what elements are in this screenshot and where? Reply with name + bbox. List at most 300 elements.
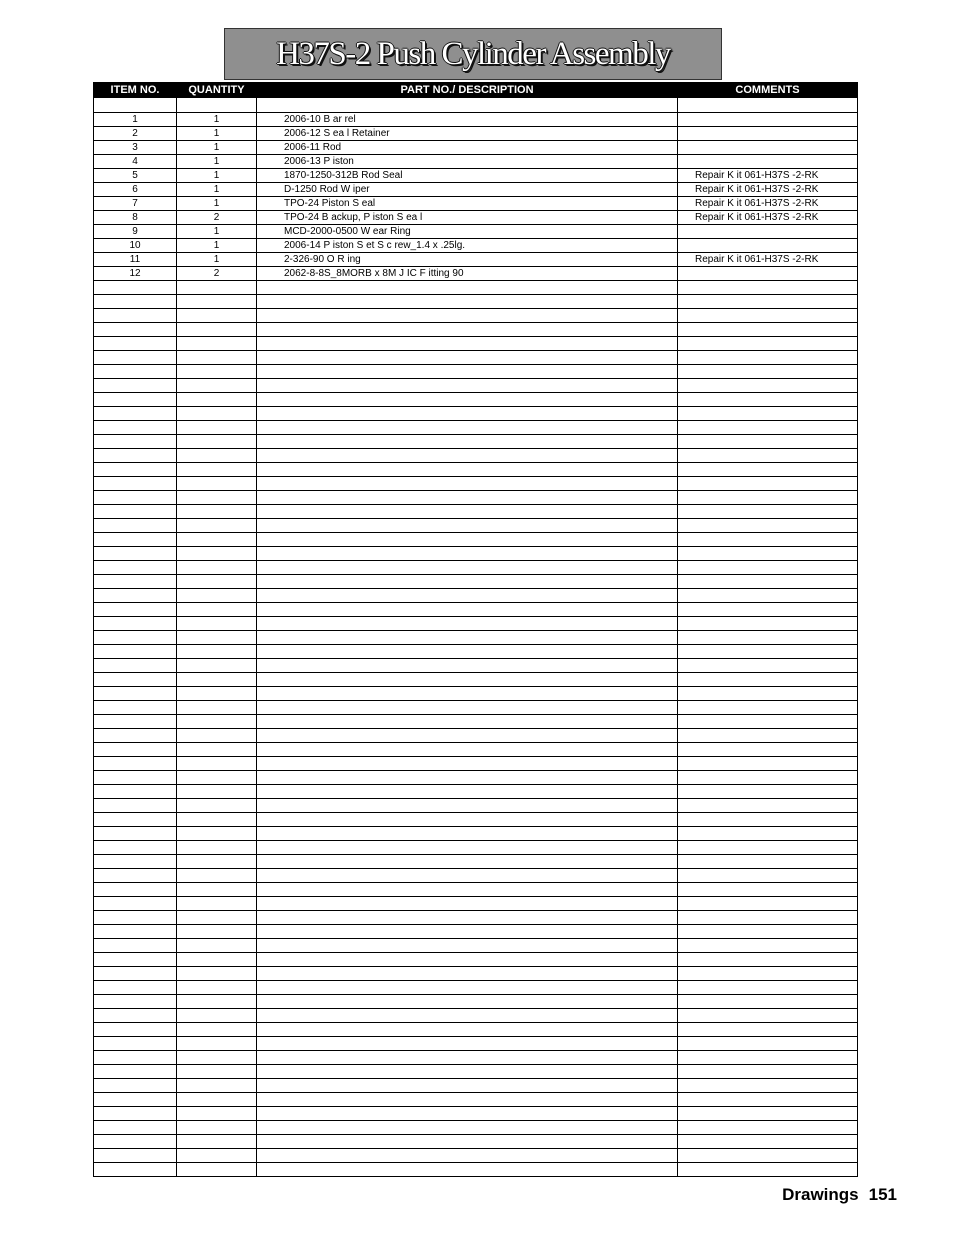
item-no-cell: [94, 1093, 177, 1107]
description-cell: [257, 449, 678, 463]
description-cell: [257, 911, 678, 925]
description-cell: [257, 295, 678, 309]
quantity-cell: [177, 1037, 257, 1051]
description-cell: 2006-11 Rod: [257, 141, 678, 155]
comment-cell: Repair K it 061-H37S -2-RK: [678, 169, 858, 183]
description-cell: [257, 995, 678, 1009]
item-no-cell: [94, 603, 177, 617]
quantity-cell: [177, 1093, 257, 1107]
description-cell: [257, 617, 678, 631]
table-empty-row: [94, 883, 858, 897]
comment-cell: [678, 1051, 858, 1065]
item-no-cell: [94, 645, 177, 659]
table-empty-row: [94, 309, 858, 323]
quantity-cell: 1: [177, 127, 257, 141]
comment-cell: Repair K it 061-H37S -2-RK: [678, 197, 858, 211]
item-no-cell: [94, 477, 177, 491]
comment-cell: [678, 1009, 858, 1023]
item-no-cell: [94, 1135, 177, 1149]
description-cell: [257, 841, 678, 855]
description-cell: [257, 1107, 678, 1121]
item-no-cell: [94, 337, 177, 351]
quantity-cell: [177, 813, 257, 827]
item-no-cell: [94, 883, 177, 897]
item-no-cell: [94, 925, 177, 939]
item-no-cell: [94, 323, 177, 337]
quantity-cell: [177, 519, 257, 533]
comment-cell: [678, 981, 858, 995]
comment-cell: [678, 799, 858, 813]
comment-cell: [678, 575, 858, 589]
item-no-cell: [94, 491, 177, 505]
description-cell: 2-326-90 O R ing: [257, 253, 678, 267]
quantity-cell: [177, 1051, 257, 1065]
comment-cell: [678, 1023, 858, 1037]
comment-cell: [678, 785, 858, 799]
comment-cell: [678, 1093, 858, 1107]
description-cell: [257, 365, 678, 379]
description-cell: [257, 98, 678, 113]
table-empty-row: [94, 1023, 858, 1037]
table-empty-row: [94, 645, 858, 659]
description-cell: TPO-24 B ackup, P iston S ea l: [257, 211, 678, 225]
table-body: [94, 98, 858, 1177]
description-cell: MCD-2000-0500 W ear Ring: [257, 225, 678, 239]
table-empty-row: [94, 1009, 858, 1023]
item-no-cell: [94, 939, 177, 953]
table-empty-row: [94, 813, 858, 827]
quantity-cell: [177, 351, 257, 365]
quantity-cell: 1: [177, 155, 257, 169]
table-empty-row: [94, 393, 858, 407]
table-empty-row: [94, 1037, 858, 1051]
description-cell: [257, 519, 678, 533]
table-empty-row: [94, 561, 858, 575]
quantity-cell: [177, 869, 257, 883]
description-cell: [257, 533, 678, 547]
comment-cell: [678, 743, 858, 757]
quantity-cell: 1: [177, 225, 257, 239]
description-cell: [257, 659, 678, 673]
item-no-cell: [94, 1065, 177, 1079]
quantity-cell: [177, 1023, 257, 1037]
description-cell: 2006-10 B ar rel: [257, 113, 678, 127]
description-cell: [257, 981, 678, 995]
table-empty-row: [94, 869, 858, 883]
comment-cell: [678, 155, 858, 169]
description-cell: [257, 673, 678, 687]
item-no-cell: [94, 379, 177, 393]
table-spacer-row: [94, 98, 858, 113]
table-empty-row: [94, 1163, 858, 1177]
item-no-cell: 12: [94, 267, 177, 281]
quantity-cell: [177, 855, 257, 869]
quantity-cell: [177, 379, 257, 393]
quantity-cell: [177, 547, 257, 561]
quantity-cell: [177, 967, 257, 981]
description-cell: [257, 715, 678, 729]
item-no-cell: 6: [94, 183, 177, 197]
description-cell: [257, 827, 678, 841]
comment-cell: [678, 113, 858, 127]
description-cell: 2062-8-8S_8MORB x 8M J IC F itting 90: [257, 267, 678, 281]
table-empty-row: [94, 323, 858, 337]
item-no-cell: [94, 995, 177, 1009]
description-cell: [257, 925, 678, 939]
item-no-cell: [94, 617, 177, 631]
description-cell: [257, 603, 678, 617]
item-no-cell: [94, 911, 177, 925]
table-empty-row: [94, 673, 858, 687]
table-empty-row: [94, 953, 858, 967]
item-no-cell: 7: [94, 197, 177, 211]
item-no-cell: [94, 1163, 177, 1177]
table-empty-row: [94, 1093, 858, 1107]
table-row: [94, 211, 858, 225]
item-no-cell: [94, 351, 177, 365]
item-no-cell: [94, 1023, 177, 1037]
table-empty-row: [94, 505, 858, 519]
comment-cell: [678, 603, 858, 617]
comment-cell: [678, 337, 858, 351]
footer-section: Drawings: [782, 1185, 859, 1204]
table-row: [94, 239, 858, 253]
description-cell: [257, 813, 678, 827]
comment-cell: [678, 421, 858, 435]
table-header-row: [94, 82, 858, 98]
description-cell: [257, 589, 678, 603]
item-no-cell: [94, 953, 177, 967]
item-no-cell: [94, 897, 177, 911]
quantity-cell: [177, 477, 257, 491]
comment-cell: [678, 505, 858, 519]
item-no-cell: [94, 967, 177, 981]
table-empty-row: [94, 701, 858, 715]
comment-cell: [678, 1107, 858, 1121]
quantity-cell: [177, 281, 257, 295]
item-no-cell: [94, 813, 177, 827]
table-row: [94, 169, 858, 183]
item-no-cell: [94, 421, 177, 435]
table-empty-row: [94, 911, 858, 925]
comment-cell: [678, 1163, 858, 1177]
table-empty-row: [94, 1149, 858, 1163]
quantity-cell: [177, 785, 257, 799]
comment-cell: [678, 463, 858, 477]
description-cell: [257, 1009, 678, 1023]
table-empty-row: [94, 1065, 858, 1079]
comment-cell: [678, 141, 858, 155]
quantity-cell: [177, 421, 257, 435]
quantity-cell: [177, 463, 257, 477]
quantity-cell: [177, 743, 257, 757]
table-empty-row: [94, 729, 858, 743]
item-no-cell: [94, 743, 177, 757]
description-cell: [257, 505, 678, 519]
quantity-cell: [177, 505, 257, 519]
description-cell: [257, 1037, 678, 1051]
description-cell: [257, 883, 678, 897]
comment-cell: [678, 827, 858, 841]
description-cell: [257, 855, 678, 869]
item-no-cell: [94, 463, 177, 477]
item-no-cell: [94, 519, 177, 533]
comment-cell: [678, 533, 858, 547]
table-empty-row: [94, 477, 858, 491]
item-no-cell: [94, 309, 177, 323]
comment-cell: [678, 1121, 858, 1135]
table-row: [94, 225, 858, 239]
item-no-cell: [94, 589, 177, 603]
comment-cell: [678, 309, 858, 323]
item-no-cell: [94, 715, 177, 729]
comment-cell: [678, 127, 858, 141]
item-no-cell: [94, 281, 177, 295]
table-empty-row: [94, 491, 858, 505]
quantity-cell: [177, 729, 257, 743]
quantity-cell: [177, 1121, 257, 1135]
header-quantity: QUANTITY: [177, 82, 257, 98]
table-empty-row: [94, 785, 858, 799]
item-no-cell: [94, 631, 177, 645]
table-row: [94, 267, 858, 281]
item-no-cell: [94, 1149, 177, 1163]
table-empty-row: [94, 939, 858, 953]
table-row: [94, 113, 858, 127]
comment-cell: [678, 365, 858, 379]
description-cell: [257, 477, 678, 491]
item-no-cell: [94, 575, 177, 589]
table-empty-row: [94, 463, 858, 477]
description-cell: [257, 1051, 678, 1065]
quantity-cell: [177, 1163, 257, 1177]
description-cell: [257, 379, 678, 393]
table-empty-row: [94, 743, 858, 757]
description-cell: [257, 281, 678, 295]
comment-cell: [678, 407, 858, 421]
item-no-cell: [94, 799, 177, 813]
table-empty-row: [94, 659, 858, 673]
item-no-cell: [94, 785, 177, 799]
comment-cell: [678, 379, 858, 393]
description-cell: [257, 631, 678, 645]
comment-cell: [678, 239, 858, 253]
table-row: [94, 155, 858, 169]
description-cell: [257, 1121, 678, 1135]
comment-cell: [678, 1149, 858, 1163]
quantity-cell: [177, 449, 257, 463]
description-cell: [257, 463, 678, 477]
comment-cell: [678, 939, 858, 953]
item-no-cell: [94, 981, 177, 995]
comment-cell: [678, 547, 858, 561]
table-empty-row: [94, 407, 858, 421]
comment-cell: [678, 351, 858, 365]
description-cell: [257, 1065, 678, 1079]
quantity-cell: [177, 701, 257, 715]
quantity-cell: [177, 771, 257, 785]
description-cell: [257, 743, 678, 757]
quantity-cell: [177, 603, 257, 617]
item-no-cell: [94, 505, 177, 519]
quantity-cell: [177, 1065, 257, 1079]
quantity-cell: [177, 617, 257, 631]
comment-cell: [678, 267, 858, 281]
quantity-cell: [177, 799, 257, 813]
description-cell: [257, 729, 678, 743]
item-no-cell: [94, 407, 177, 421]
comment-cell: [678, 561, 858, 575]
description-cell: [257, 323, 678, 337]
item-no-cell: [94, 771, 177, 785]
quantity-cell: [177, 575, 257, 589]
comment-cell: Repair K it 061-H37S -2-RK: [678, 253, 858, 267]
description-cell: [257, 1149, 678, 1163]
item-no-cell: [94, 1009, 177, 1023]
item-no-cell: 10: [94, 239, 177, 253]
quantity-cell: [177, 1079, 257, 1093]
description-cell: [257, 435, 678, 449]
title-banner: [224, 28, 722, 80]
comment-cell: [678, 435, 858, 449]
quantity-cell: [177, 561, 257, 575]
table-empty-row: [94, 519, 858, 533]
comment-cell: [678, 393, 858, 407]
item-no-cell: [94, 841, 177, 855]
table-empty-row: [94, 799, 858, 813]
item-no-cell: [94, 98, 177, 113]
comment-cell: [678, 1135, 858, 1149]
comment-cell: [678, 841, 858, 855]
description-cell: [257, 967, 678, 981]
table-empty-row: [94, 967, 858, 981]
table-empty-row: [94, 827, 858, 841]
quantity-cell: [177, 1135, 257, 1149]
table-empty-row: [94, 337, 858, 351]
item-no-cell: [94, 869, 177, 883]
description-cell: [257, 1163, 678, 1177]
item-no-cell: [94, 1051, 177, 1065]
quantity-cell: [177, 925, 257, 939]
comment-cell: [678, 715, 858, 729]
comment-cell: [678, 323, 858, 337]
quantity-cell: [177, 337, 257, 351]
item-no-cell: 8: [94, 211, 177, 225]
description-cell: [257, 309, 678, 323]
description-cell: [257, 799, 678, 813]
comment-cell: [678, 519, 858, 533]
quantity-cell: [177, 491, 257, 505]
item-no-cell: 3: [94, 141, 177, 155]
comment-cell: [678, 1065, 858, 1079]
quantity-cell: [177, 939, 257, 953]
comment-cell: [678, 757, 858, 771]
table-empty-row: [94, 379, 858, 393]
quantity-cell: [177, 631, 257, 645]
comment-cell: [678, 869, 858, 883]
comment-cell: [678, 1079, 858, 1093]
description-cell: 2006-12 S ea l Retainer: [257, 127, 678, 141]
table-empty-row: [94, 631, 858, 645]
description-cell: [257, 393, 678, 407]
comment-cell: [678, 729, 858, 743]
quantity-cell: 2: [177, 211, 257, 225]
item-no-cell: 11: [94, 253, 177, 267]
quantity-cell: [177, 715, 257, 729]
quantity-cell: 2: [177, 267, 257, 281]
item-no-cell: [94, 757, 177, 771]
description-cell: [257, 1135, 678, 1149]
description-cell: TPO-24 Piston S eal: [257, 197, 678, 211]
description-cell: [257, 337, 678, 351]
parts-table: [93, 82, 858, 1177]
table-empty-row: [94, 547, 858, 561]
comment-cell: [678, 631, 858, 645]
table-empty-row: [94, 449, 858, 463]
table-empty-row: [94, 715, 858, 729]
comment-cell: [678, 659, 858, 673]
header-description: PART NO./ DESCRIPTION: [257, 82, 678, 98]
item-no-cell: [94, 295, 177, 309]
item-no-cell: 1: [94, 113, 177, 127]
quantity-cell: [177, 365, 257, 379]
description-cell: [257, 1079, 678, 1093]
description-cell: 1870-1250-312B Rod Seal: [257, 169, 678, 183]
item-no-cell: [94, 365, 177, 379]
quantity-cell: [177, 841, 257, 855]
item-no-cell: [94, 393, 177, 407]
item-no-cell: [94, 659, 177, 673]
table-empty-row: [94, 1135, 858, 1149]
quantity-cell: [177, 645, 257, 659]
item-no-cell: 4: [94, 155, 177, 169]
comment-cell: [678, 281, 858, 295]
description-cell: [257, 785, 678, 799]
description-cell: [257, 575, 678, 589]
quantity-cell: [177, 98, 257, 113]
quantity-cell: [177, 393, 257, 407]
description-cell: 2006-13 P iston: [257, 155, 678, 169]
table-empty-row: [94, 351, 858, 365]
quantity-cell: [177, 953, 257, 967]
comment-cell: [678, 645, 858, 659]
description-cell: [257, 645, 678, 659]
comment-cell: [678, 995, 858, 1009]
quantity-cell: [177, 435, 257, 449]
table-empty-row: [94, 617, 858, 631]
description-cell: [257, 701, 678, 715]
quantity-cell: [177, 1107, 257, 1121]
quantity-cell: [177, 1009, 257, 1023]
comment-cell: [678, 295, 858, 309]
quantity-cell: [177, 883, 257, 897]
description-cell: [257, 953, 678, 967]
table-empty-row: [94, 1051, 858, 1065]
quantity-cell: [177, 1149, 257, 1163]
table-empty-row: [94, 421, 858, 435]
description-cell: [257, 1023, 678, 1037]
quantity-cell: [177, 687, 257, 701]
item-no-cell: [94, 827, 177, 841]
table-empty-row: [94, 925, 858, 939]
description-cell: [257, 687, 678, 701]
comment-cell: Repair K it 061-H37S -2-RK: [678, 211, 858, 225]
comment-cell: [678, 855, 858, 869]
comment-cell: [678, 687, 858, 701]
description-cell: D-1250 Rod W iper: [257, 183, 678, 197]
description-cell: 2006-14 P iston S et S c rew_1.4 x .25lg.: [257, 239, 678, 253]
quantity-cell: [177, 827, 257, 841]
